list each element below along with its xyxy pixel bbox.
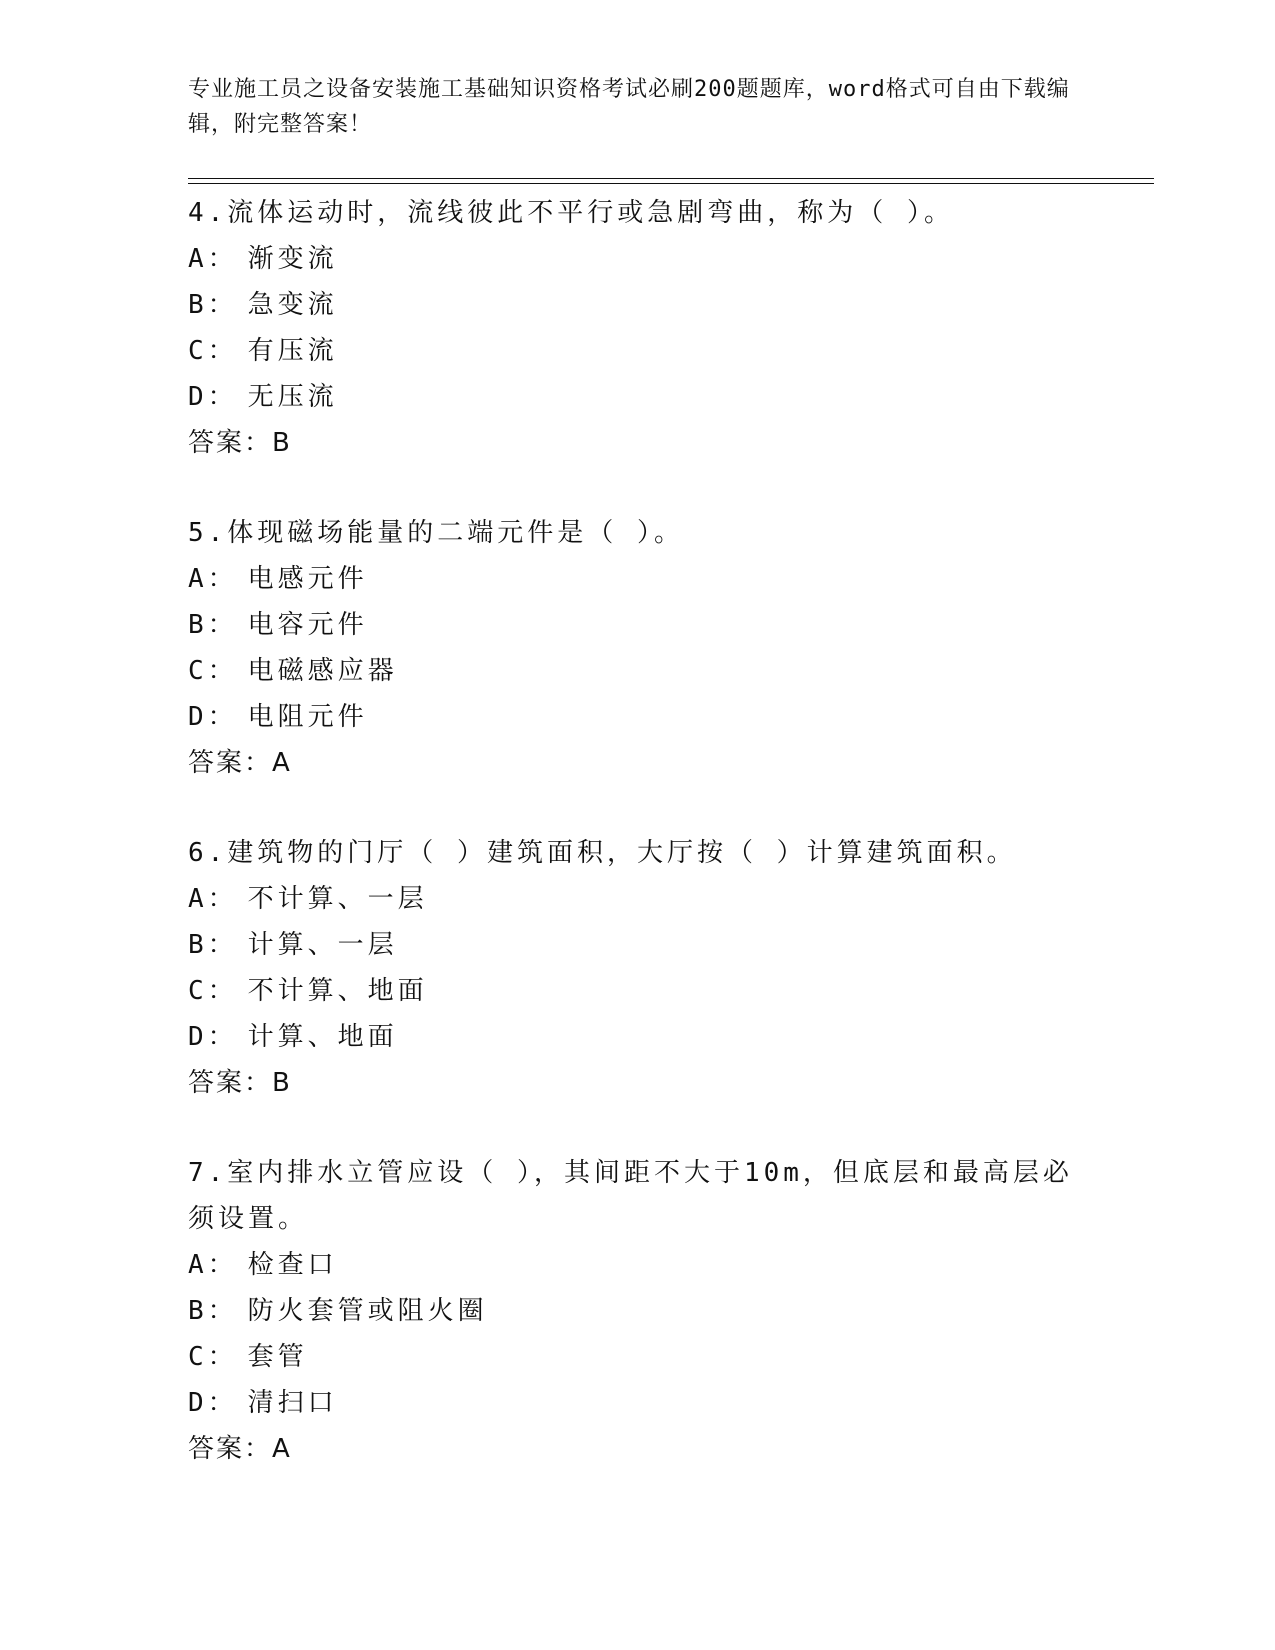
option-a [188,876,1088,922]
option-text: 不计算、一层 [247,884,428,914]
question-6 [188,830,1088,1106]
option-text: 不计算、地面 [247,976,428,1006]
option-a [188,1242,1088,1288]
header-divider-bottom [188,183,1154,184]
option-key: B： [188,610,238,640]
option-key: A： [188,564,238,594]
option-text: 无压流 [247,382,338,412]
answer-line: 答案：A [188,1434,292,1464]
option-b [188,1288,1088,1334]
header-divider-top [188,178,1154,179]
option-d [188,694,1088,740]
option-key: B： [188,290,238,320]
option-text: 渐变流 [247,244,338,274]
option-c [188,968,1088,1014]
option-text: 电容元件 [247,610,368,640]
option-key: C： [188,336,238,366]
option-key: D： [188,702,238,732]
question-5 [188,510,1088,786]
option-key: B： [188,1296,238,1326]
option-key: A： [188,244,238,274]
option-key: A： [188,884,238,914]
option-text: 套管 [247,1342,308,1372]
option-key: A： [188,1250,238,1280]
option-d [188,1014,1088,1060]
option-c [188,1334,1088,1380]
option-b [188,922,1088,968]
option-text: 有压流 [247,336,338,366]
option-key: D： [188,1022,238,1052]
question-stem: 6.建筑物的门厅（ ）建筑面积，大厅按（ ）计算建筑面积。 [188,838,1017,868]
option-key: B： [188,930,238,960]
question-stem: 7.室内排水立管应设（ ），其间距不大于10m，但底层和最高层必须设置。 [188,1158,1073,1234]
option-text: 急变流 [247,290,338,320]
option-a [188,236,1088,282]
option-c [188,328,1088,374]
option-text: 计算、地面 [247,1022,398,1052]
answer-line: 答案：A [188,748,292,778]
option-text: 防火套管或阻火圈 [247,1296,488,1326]
question-stem: 4.流体运动时，流线彼此不平行或急剧弯曲，称为（ ）。 [188,198,954,228]
question-stem: 5.体现磁场能量的二端元件是（ ）。 [188,518,684,548]
option-key: C： [188,656,238,686]
option-text: 电磁感应器 [247,656,398,686]
answer-line: 答案：B [188,1068,292,1098]
option-key: C： [188,1342,238,1372]
question-7 [188,1150,1088,1472]
option-key: C： [188,976,238,1006]
answer-line: 答案：B [188,428,292,458]
question-list [188,190,1088,1516]
option-b [188,282,1088,328]
option-text: 清扫口 [247,1388,338,1418]
option-text: 电感元件 [247,564,368,594]
question-4 [188,190,1088,466]
document-header: 专业施工员之设备安装施工基础知识资格考试必刷200题题库，word格式可自由下载编辑，附完整答案！ [188,77,1070,137]
option-text: 电阻元件 [247,702,368,732]
option-b [188,602,1088,648]
option-c [188,648,1088,694]
option-key: D： [188,382,238,412]
option-text: 计算、一层 [247,930,398,960]
option-a [188,556,1088,602]
option-text: 检查口 [247,1250,338,1280]
option-d [188,1380,1088,1426]
option-d [188,374,1088,420]
option-key: D： [188,1388,238,1418]
